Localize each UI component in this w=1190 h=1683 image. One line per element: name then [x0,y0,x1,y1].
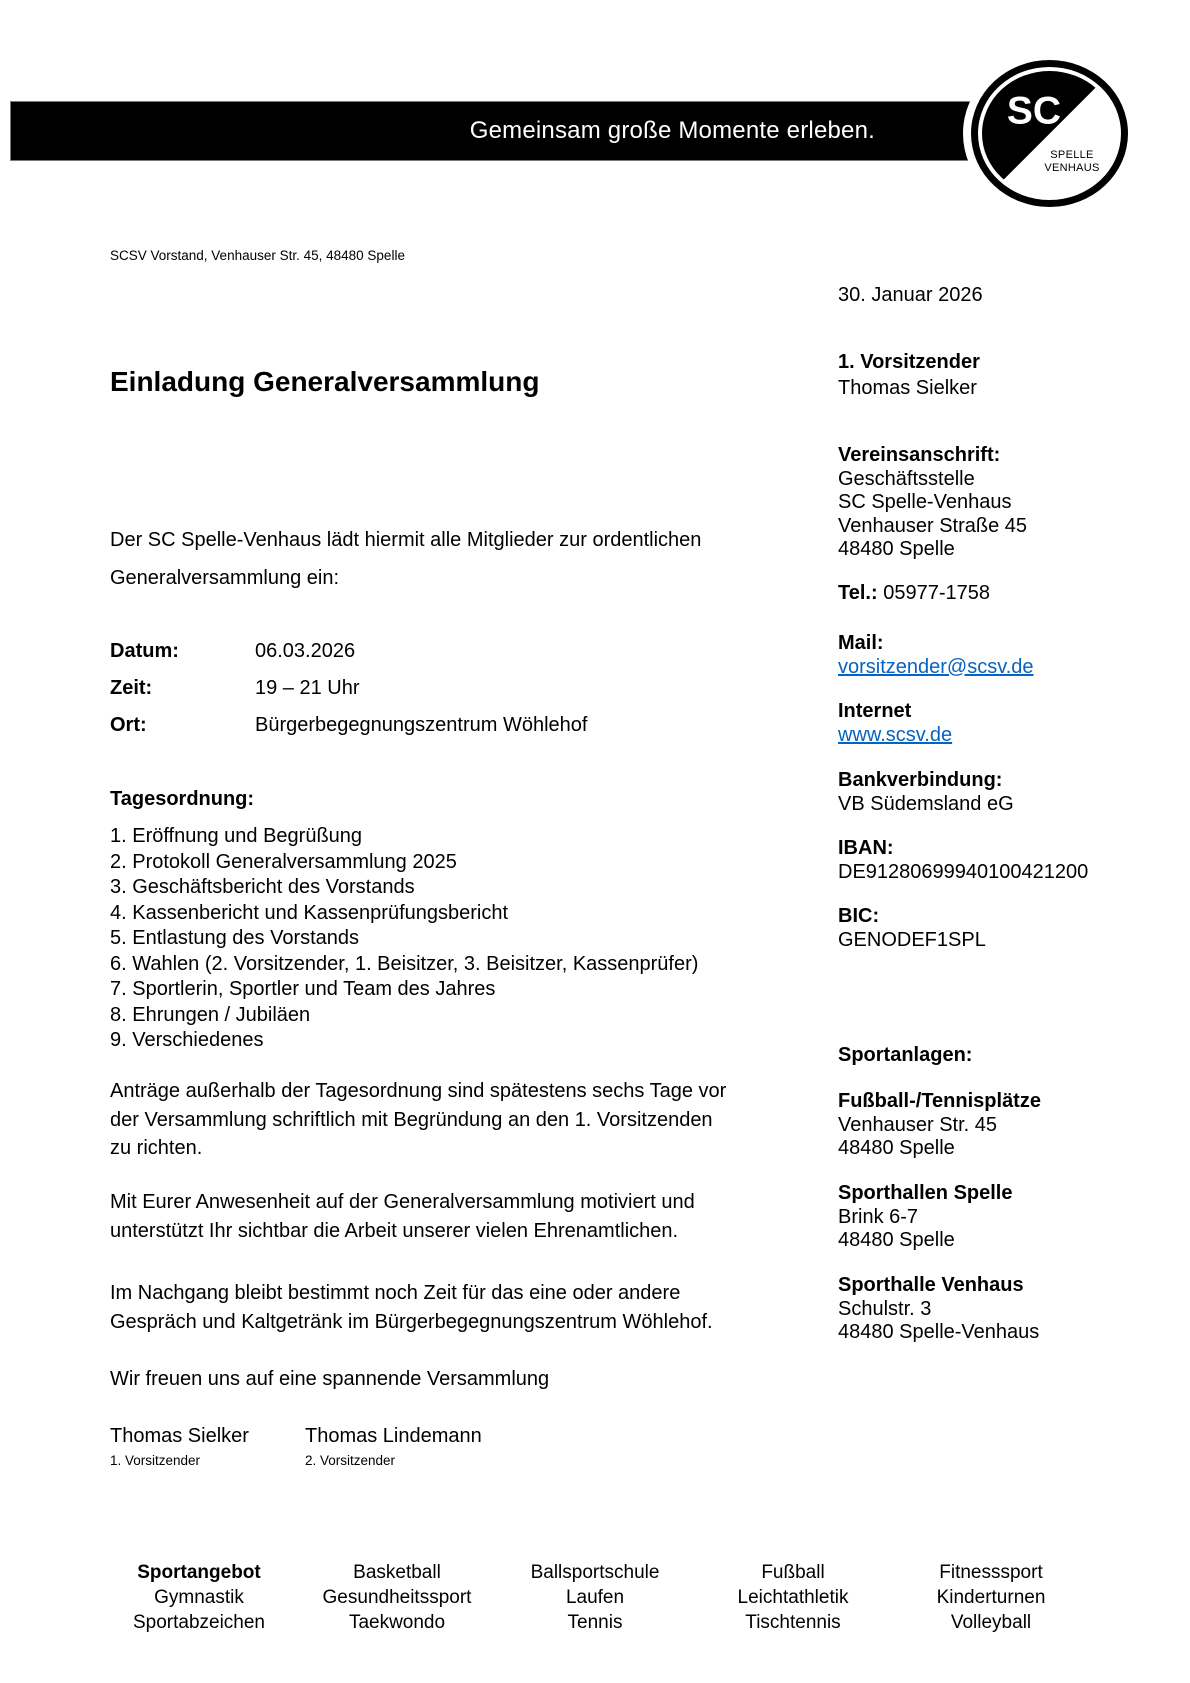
club-logo-name [1044,149,1099,175]
phone-block [838,582,1168,606]
footer-item: Tennis [567,1612,623,1633]
club-address-line-2: SC Spelle-Venhaus [838,491,1012,513]
footer-item: Gymnastik [154,1587,244,1608]
meeting-date-value: 06.03.2026 [255,640,356,662]
agenda-item-6: 6. Wahlen (2. Vorsitzender, 1. Beisitzer, 3. Beisitzer, Kassenprüfer) [110,952,699,975]
bank-block [838,769,1168,816]
club-address-block [838,444,1168,562]
closing-line: Wir freuen uns auf eine spannende Versammlung [110,1368,550,1390]
facility-hall-venhaus-line-2: 48480 Spelle-Venhaus [838,1321,1040,1343]
afterwards-line-1: Im Nachgang bleibt bestimmt noch Zeit für das eine oder andere [110,1282,681,1304]
club-logo-disc [982,71,1117,196]
agenda-list [110,824,830,1054]
motions-line-1: Anträge außerhalb der Tagesordnung sind spätestens sechs Tage vor [110,1080,727,1102]
meeting-place-label: Ort: [110,714,147,736]
attendance-paragraph [110,1188,810,1246]
iban-value: DE91280699940100421200 [838,860,1089,883]
agenda-heading: Tagesordnung: [110,788,255,810]
club-logo-icon [963,52,1136,215]
footer-item: Fußball [761,1562,825,1583]
sports-footer [100,1560,1090,1635]
bic-value: GENODEF1SPL [838,928,986,951]
facility-halls-spelle-block [838,1182,1168,1253]
facility-hall-venhaus-title: Sporthalle Venhaus [838,1274,1024,1296]
club-logo-ring [971,60,1128,207]
meeting-place-value: Bürgerbegegnungszentrum Wöhlehof [255,714,588,736]
facility-halls-spelle-title: Sporthallen Spelle [838,1182,1013,1204]
chairman-block [838,349,1168,401]
meeting-time-row [110,670,587,707]
chairman-title: 1. Vorsitzender [838,351,980,373]
intro-paragraph [110,521,810,597]
facility-pitches-line-1: Venhauser Str. 45 [838,1113,998,1136]
website-link[interactable]: www.scsv.de [838,723,953,746]
motions-paragraph [110,1077,810,1163]
bic-block [838,905,1168,952]
phone-label: Tel.: [838,582,878,604]
attendance-line-1: Mit Eurer Anwesenheit auf der Generalversammlung motiviert und [110,1191,695,1213]
agenda-item-8: 8. Ehrungen / Jubiläen [110,1003,311,1026]
internet-label: Internet [838,700,912,722]
club-address-title: Vereinsanschrift: [838,444,1001,466]
footer-column-5 [892,1560,1090,1635]
mail-block [838,632,1168,679]
footer-item: Basketball [353,1562,441,1583]
club-logo-abbr: SC [1006,89,1062,133]
iban-label: IBAN: [838,837,894,859]
attendance-line-2: unterstützt Ihr sichtbar die Arbeit unserer vielen Ehrenamtlichen. [110,1220,679,1242]
meeting-date-row [110,633,587,670]
phone-value: 05977-1758 [883,582,990,604]
afterwards-paragraph [110,1279,810,1337]
page-title: Einladung Generalversammlung [110,366,540,397]
signature-name-2: Thomas Lindemann [305,1425,482,1447]
meeting-date-label: Datum: [110,640,179,662]
banner-slogan: Gemeinsam große Momente erleben. [469,117,875,144]
footer-item: Sportabzeichen [132,1612,266,1633]
intro-line-1: Der SC Spelle-Venhaus lädt hiermit alle Mitglieder zur ordentlichen [110,529,702,551]
facility-hall-venhaus-line-1: Schulstr. 3 [838,1297,932,1320]
club-logo-name-line2: VENHAUS [1044,162,1100,174]
facility-halls-spelle-line-1: Brink 6-7 [838,1205,919,1228]
agenda-item-2: 2. Protokoll Generalversammlung 2025 [110,850,457,873]
club-address-line-4: 48480 Spelle [838,538,955,560]
footer-item: Laufen [565,1587,625,1608]
facilities-heading: Sportanlagen: [838,1044,973,1066]
signature-role-1: 1. Vorsitzender [110,1453,201,1468]
facility-halls-spelle-line-2: 48480 Spelle [838,1229,955,1251]
meeting-time-label: Zeit: [110,677,153,699]
signature-name-1: Thomas Sielker [110,1425,249,1447]
mail-label: Mail: [838,632,884,654]
footer-column-1 [100,1560,298,1635]
footer-item: Taekwondo [348,1612,446,1633]
internet-block [838,700,1168,747]
signature-role-2: 2. Vorsitzender [305,1453,396,1468]
sender-line: SCSV Vorstand, Venhauser Str. 45, 48480 Spelle [110,248,405,263]
letter-date: 30. Januar 2026 [838,284,983,306]
motions-line-2: der Versammlung schriftlich mit Begründung an den 1. Vorsitzenden [110,1108,713,1131]
facility-pitches-title: Fußball-/Tennisplätze [838,1090,1041,1112]
meeting-details [110,633,587,744]
club-address-line-1: Geschäftsstelle [838,467,975,490]
facility-pitches-block [838,1090,1168,1161]
bic-label: BIC: [838,905,880,927]
agenda-item-1: 1. Eröffnung und Begrüßung [110,825,363,847]
footer-item: Sportangebot [137,1562,261,1583]
facility-pitches-line-2: 48480 Spelle [838,1137,955,1159]
agenda-item-3: 3. Geschäftsbericht des Vorstands [110,876,415,898]
footer-item: Volleyball [950,1612,1032,1633]
bank-label: Bankverbindung: [838,769,1003,791]
footer-item: Leichtathletik [737,1587,849,1608]
footer-item: Gesundheitssport [322,1587,472,1608]
footer-column-2 [298,1560,496,1635]
meeting-time-value: 19 – 21 Uhr [255,677,360,699]
agenda-item-7: 7. Sportlerin, Sportler und Team des Jahres [110,978,496,1000]
header-banner [10,101,978,161]
iban-block [838,837,1168,884]
agenda-item-4: 4. Kassenbericht und Kassenprüfungsbericht [110,901,509,924]
footer-column-4 [694,1560,892,1635]
afterwards-line-2: Gespräch und Kaltgetränk im Bürgerbegegnungszentrum Wöhlehof. [110,1311,713,1333]
club-logo-name-line1: SPELLE [1050,149,1094,161]
footer-item: Kinderturnen [936,1587,1046,1608]
footer-item: Ballsportschule [530,1562,660,1583]
agenda-item-9: 9. Verschiedenes [110,1029,264,1051]
chairman-name: Thomas Sielker [838,377,977,399]
intro-line-2: Generalversammlung ein: [110,567,339,589]
footer-item: Fitnesssport [939,1562,1043,1583]
meeting-place-row [110,707,587,744]
facility-hall-venhaus-block [838,1274,1168,1345]
mail-link[interactable]: vorsitzender@scsv.de [838,655,1034,678]
bank-value: VB Südemsland eG [838,792,1014,815]
footer-item: Tischtennis [745,1612,841,1633]
club-address-line-3: Venhauser Straße 45 [838,514,1028,537]
agenda-item-5: 5. Entlastung des Vorstands [110,927,360,949]
footer-column-3 [496,1560,694,1635]
motions-line-3: zu richten. [110,1137,203,1159]
